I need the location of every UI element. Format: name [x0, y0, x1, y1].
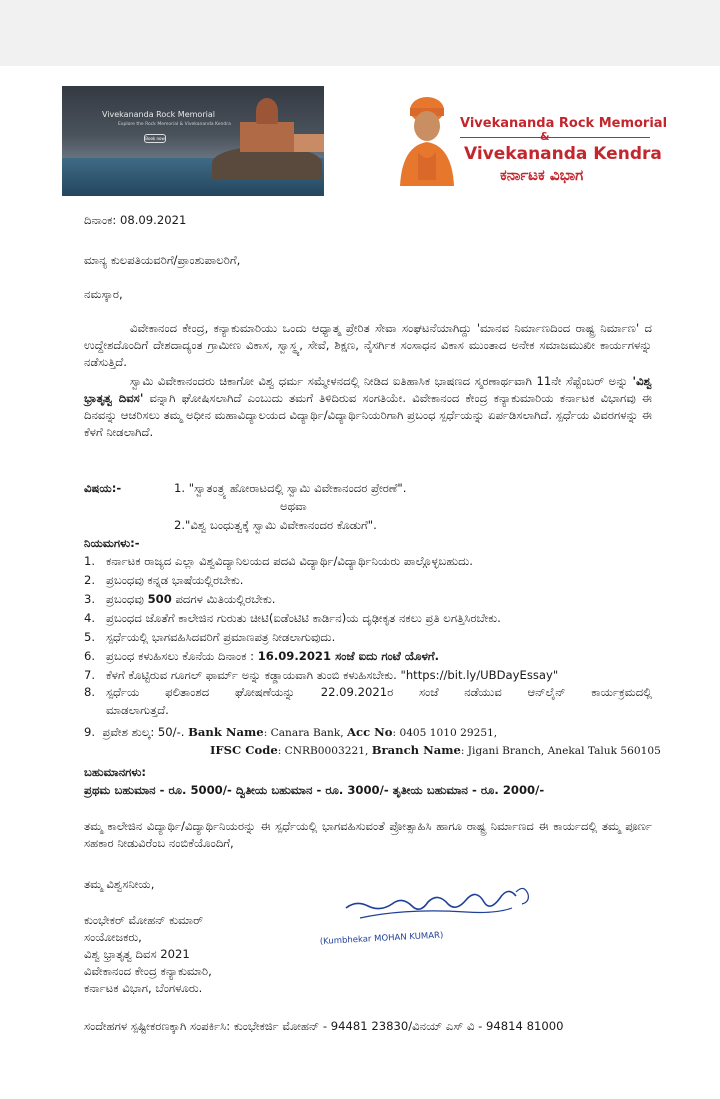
rule-8-line-1: ಸ್ಪರ್ಧೆಯ ಫಲಿತಾಂಶದ ಘೋಷಣೆಯನ್ನು 22.09.2021ರ ಸಂಜೆ ನಡೆಯುವ ಆನ್‌ಲೈನ್ ಕಾರ್ಯಕ್ರಮದಲ್ಲಿ [106, 685, 652, 699]
signatory-name: ಕುಂಭೇಕರ್ ಮೋಹನ್ ಕುಮಾರ್ [84, 913, 204, 927]
signature-caption: (Kumbhekar MOHAN KUMAR) [319, 930, 444, 947]
prizes-line: ಪ್ರಥಮ ಬಹುಮಾನ - ರೂ. 5000/- ದ್ವಿತೀಯ ಬಹುಮಾನ - ರೂ. 3000/- ತೃತೀಯ ಬಹುಮಾನ - ರೂ. 2000/- [84, 783, 545, 797]
rule-text: ಕರ್ನಾಟಕ ರಾಜ್ಯದ ಎಲ್ಲಾ ವಿಶ್ವವಿದ್ಯಾನಿಲಯದ ಪದವಿ ವಿದ್ಯಾರ್ಥಿ/ವಿದ್ಯಾರ್ಥಿನಿಯರು ಪಾಲ್ಗೊಳ್ಳಬಹುದು. [106, 554, 473, 568]
rule-9-bank-details: IFSC Code: CNRB0003221, Branch Name: Jigani Branch, Anekal Taluk 560105 [210, 743, 661, 757]
rule-text: ಪ್ರಬಂಧ ಕಳುಹಿಸಲು ಕೊನೆಯ ದಿನಾಂಕ : [106, 649, 258, 663]
rule-number: 2. [84, 573, 96, 587]
topic-or: ಅಥವಾ [280, 499, 307, 513]
rule-text: ಕೆಳಗೆ ಕೊಟ್ಟಿರುವ ಗೂಗಲ್ ಫಾರ್ಮ್ ಅನ್ನು ಕಡ್ಡಾಯವಾಗಿ ತುಂಬಿ ಕಳುಹಿಸಬೇಕು. "https://bit.ly/UBDayEssay" [106, 668, 559, 682]
subject-label: ವಿಷಯ:- [84, 481, 122, 495]
rule-number: 6. [84, 649, 96, 663]
logo-line-rock-memorial: Vivekananda Rock Memorial [460, 116, 668, 131]
photo-subtitle: Explore the Rock Memorial & Vivekananda Kendra [118, 122, 231, 127]
viewer-top-bar [0, 0, 720, 66]
rules-label: ನಿಯಮಗಳು:- [84, 536, 140, 550]
rule-text: ಪ್ರಬಂಧವು ಕನ್ನಡ ಭಾಷೆಯಲ್ಲಿರಬೇಕು. [106, 573, 244, 587]
rule-item [84, 553, 473, 569]
paragraph-intro: ವಿವೇಕಾನಂದ ಕೇಂದ್ರ, ಕನ್ಯಾಕುಮಾರಿಯು ಒಂದು ಆಧ್ಯಾತ್ಮ ಪ್ರೇರಿತ ಸೇವಾ ಸಂಘಟನೆಯಾಗಿದ್ದು 'ಮಾನವ ನಿರ್ಮಾಣದಿಂದ ರಾಷ್ಟ್ರ ನಿರ್ಮಾಣ' ದ ಉದ್ದೇಶದೊಂದಿಗೆ ದೇಶದಾದ್ಯಂತ ಗ್ರಾಮೀಣ ವಿಕಾಸ, ಸ್ವಾಸ್ಥ್ಯ, ಸೇವೆ, ಶಿಕ್ಷಣ, ನೈಸರ್ಗಿಕ ಸಂಸಾಧನ ವಿಕಾಸ ಮುಂತಾದ ಅನೇಕ ಸಮಾಜಮುಖೀ ಕಾರ್ಯಗಳನ್ನು ನಡೆಸುತ್ತಿದೆ. [84, 321, 652, 369]
rule-text: ಪ್ರಬಂಧವು [106, 592, 148, 606]
letter-recipient: ಮಾನ್ಯ ಕುಲಪತಿಯವರಿಗೆ/ಪ್ರಾಂಶುಪಾಲರಿಗೆ, [84, 253, 241, 267]
logo-line-karnataka: ಕರ್ನಾಟಕ ವಿಭಾಗ [500, 166, 584, 184]
signatory-role: ಸಂಯೋಜಕರು, [84, 930, 142, 944]
rule-item [84, 591, 275, 607]
letter-date: ದಿನಾಂಕ: 08.09.2021 [84, 213, 187, 227]
rule-item [84, 648, 439, 664]
logo-divider [460, 137, 650, 138]
photo-book-button: Book now [145, 136, 165, 141]
rule-text: ಸ್ಪರ್ಧೆಯಲ್ಲಿ ಭಾಗವಹಿಸಿದವರಿಗೆ ಪ್ರಮಾಣಪತ್ರ ನೀಡಲಾಗುವುದು. [106, 630, 336, 644]
rule-item [84, 572, 243, 588]
signatory-location: ಕರ್ನಾಟಕ ವಿಭಾಗ, ಬೆಂಗಳೂರು. [84, 981, 203, 995]
letter-greeting: ನಮಸ್ಕಾರ, [84, 287, 123, 301]
occasion-name: 'ವಿಶ್ವ ಭ್ರಾತೃತ್ವ ದಿವಸ' [84, 374, 652, 405]
rule-text: ಪ್ರಬಂಧದ ಜೊತೆಗೆ ಕಾಲೇಜಿನ ಗುರುತು ಚೀಟಿ(ಐಡೆಂಟಿಟಿ ಕಾರ್ಡಿನ)ಯ ದೃಢೀಕೃತ ನಕಲು ಪ್ರತಿ ಲಗತ್ತಿಸಿರಬೇಕು. [106, 611, 501, 625]
rule-8-line-2: ಮಾಡಲಾಗುತ್ತದೆ. [106, 703, 169, 717]
rule-number: 4. [84, 611, 96, 625]
topic-1: 1. "ಸ್ವಾತಂತ್ರ್ಯ ಹೋರಾಟದಲ್ಲಿ ಸ್ವಾಮಿ ವಿವೇಕಾನಂದರ ಪ್ರೇರಣೆ". [174, 481, 407, 495]
handwritten-signature [316, 878, 546, 968]
signatory-org: ವಿವೇಕಾನಂದ ಕೇಂದ್ರ ಕನ್ಯಾಕುಮಾರಿ, [84, 964, 212, 978]
rule-number: 8. [84, 685, 96, 699]
rule-text-tail: ಪದಗಳ ಮಿತಿಯಲ್ಲಿರಬೇಕು. [171, 592, 276, 606]
rule-number: 7. [84, 668, 96, 682]
photo-title: Vivekananda Rock Memorial [102, 110, 215, 119]
rule-emphasis: 16.09.2021 ಸಂಜೆ ಐದು ಗಂಟೆ ಯೊಳಗೆ. [257, 649, 440, 663]
rule-emphasis: 500 [147, 592, 172, 606]
rule-number: 3. [84, 592, 96, 606]
topic-2: 2."ವಿಶ್ವ ಬಂಧುತ್ವಕ್ಕೆ ಸ್ವಾಮಿ ವಿವೇಕಾನಂದರ ಕೊಡುಗೆ". [174, 518, 377, 532]
rule-number: 1. [84, 554, 96, 568]
prizes-label: ಬಹುಮಾನಗಳು: [84, 765, 147, 779]
logo-line-kendra: Vivekananda Kendra [464, 144, 662, 164]
yours-faithfully: ತಮ್ಮ ವಿಶ್ವಸನೀಯ, [84, 877, 155, 891]
signatory-event: ವಿಶ್ವ ಭ್ರಾತೃತ್ವ ದಿವಸ 2021 [84, 947, 190, 961]
rule-item [84, 667, 558, 683]
swami-vivekananda-icon [396, 90, 458, 186]
letter-page [0, 66, 720, 1099]
rule-number: 5. [84, 630, 96, 644]
paragraph-occasion: ಸ್ವಾಮಿ ವಿವೇಕಾನಂದರು ಚಿಕಾಗೋ ವಿಶ್ವ ಧರ್ಮ ಸಮ್ಮೇಳನದಲ್ಲಿ ನೀಡಿದ ಐತಿಹಾಸಿಕ ಭಾಷಣದ ಸ್ಮರಣಾರ್ಥವಾಗಿ 11ನೇ ಸೆಪ್ಟೆಂಬರ್ ಅನ್ನು 'ವಿಶ್ವ ಭ್ರಾತೃತ್ವ ದಿವಸ' ವನ್ನಾಗಿ ಘೋಷಿಸಲಾಗಿದೆ ಎಂಬುದು ತಮಗೆ ತಿಳಿದಿರುವ ಸಂಗತಿಯೇ. ವಿವೇಕಾನಂದ ಕೇಂದ್ರ ಕನ್ಯಾಕುಮಾರಿಯ ಕರ್ನಾಟಕ ವಿಭಾಗವು ಈ ದಿನವನ್ನು ಆಚರಿಸಲು ತಮ್ಮ ಅಧೀನ ಮಹಾವಿದ್ಯಾಲಯದ ವಿದ್ಯಾರ್ಥಿ/ವಿದ್ಯಾರ್ಥಿನಿಯರಿಗಾಗಿ ಪ್ರಬಂಧ ಸ್ಪರ್ಧೆಯನ್ನು ಏರ್ಪಡಿಸಲಾಗಿದೆ. ಸ್ಪರ್ಧೆಯ ವಿವರಗಳನ್ನು ಈ ಕೆಳಗೆ ನೀಡಲಾಗಿದೆ. [84, 374, 652, 439]
rule-item [84, 629, 335, 645]
closing-paragraph: ತಮ್ಮ ಕಾಲೇಜಿನ ವಿದ್ಯಾರ್ಥಿ/ವಿದ್ಯಾರ್ಥಿನಿಯರನ್ನು ಈ ಸ್ಪರ್ಧೆಯಲ್ಲಿ ಭಾಗವಹಿಸುವಂತೆ ಪ್ರೋತ್ಸಾಹಿಸಿ ಹಾಗೂ ರಾಷ್ಟ್ರ ನಿರ್ಮಾಣದ ಈ ಕಾರ್ಯದಲ್ಲಿ ತಮ್ಮ ಪೂರ್ಣ ಸಹಕಾರ ನೀಡುವಿರೆಂಬ ನಂಬಿಕೆಯೊಂದಿಗೆ, [84, 819, 652, 850]
rule-item [84, 610, 501, 626]
contact-line: ಸಂದೇಹಗಳ ಸ್ಪಷ್ಟೀಕರಣಕ್ಕಾಗಿ ಸಂಪರ್ಕಿಸಿ: ಕುಂಭೇಕರ್ಜಿ ಮೋಹನ್ - 94481 23830/ವಿನಯ್ ಎಸ್ ವಿ - 94814 81000 [84, 1019, 564, 1033]
rock-memorial-photo [62, 86, 324, 196]
rule-9: 9. ಪ್ರವೇಶ ಶುಲ್ಕ: 50/-. Bank Name: Canara Bank, Acc No: 0405 1010 29251, [84, 725, 498, 739]
